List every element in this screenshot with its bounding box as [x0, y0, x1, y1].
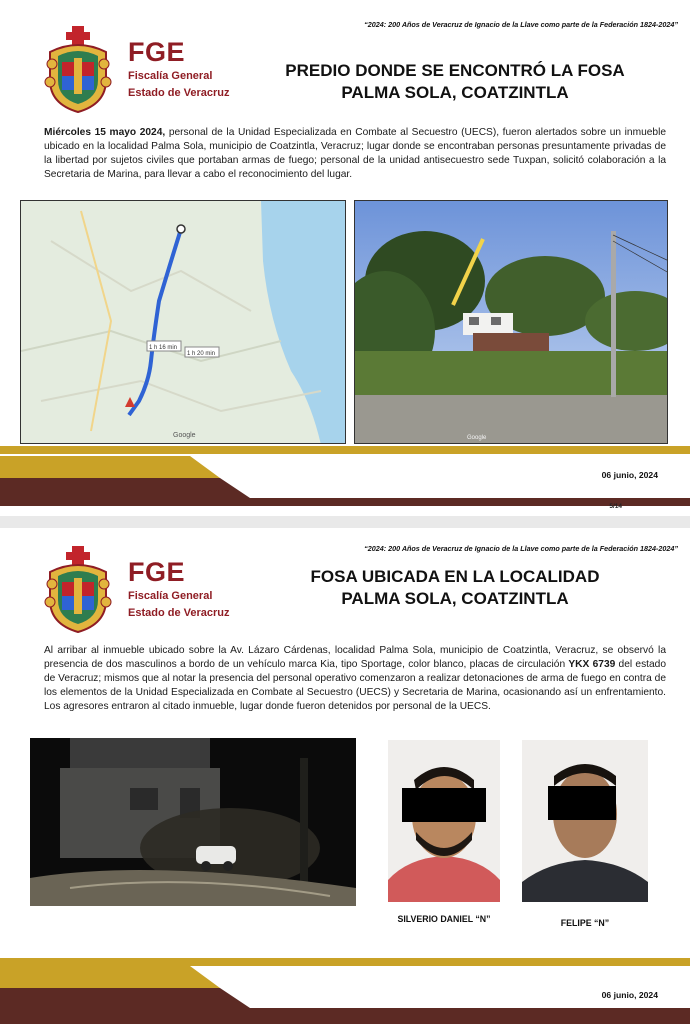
- title-line-1: FOSA UBICADA EN LA LOCALIDAD: [310, 567, 600, 586]
- event-date: Miércoles 15 mayo 2024,: [44, 127, 166, 138]
- event-description: [44, 644, 666, 714]
- commemorative-motto: “2024: 200 Años de Veracruz de Ignacio de la Llave como parte de la Federación 1824-2024”: [364, 544, 678, 553]
- property-photo: [354, 200, 668, 444]
- slide-title: [250, 566, 660, 610]
- night-scene-photo: [30, 738, 356, 906]
- logo-line-1: Fiscalía General: [128, 70, 213, 82]
- detainee-photo-1: [388, 740, 500, 902]
- logo-line-2: Estado de Veracruz: [128, 87, 230, 99]
- map-route-label-b: 1 h 20 min: [187, 351, 216, 357]
- page-number: 5/14: [609, 503, 622, 510]
- title-line-1: PREDIO DONDE SE ENCONTRÓ LA FOSA: [285, 61, 625, 80]
- slide-date: 06 junio, 2024: [601, 990, 658, 1000]
- map-route-label-a: 1 h 16 min: [149, 345, 178, 351]
- vehicle-plate: YKX 6739: [568, 659, 616, 670]
- title-line-2: PALMA SOLA, COATZINTLA: [341, 589, 569, 608]
- fge-logo: [40, 24, 230, 114]
- slide-date: 06 junio, 2024: [601, 470, 658, 480]
- footer-band: [0, 954, 690, 1024]
- coat-of-arms-icon: [40, 544, 116, 634]
- logo-acronym: FGE: [128, 37, 186, 67]
- event-text: personal de la Unidad Especializada en Combate al Secuestro (UECS), fueron alertados sobre un inmueble ubicado en la localidad Palma Sola, municipio de Coatzintla, Veracruz; lugar donde se encontraban personas presuntamente privadas de la libertad por sujetos civiles que portaban armas de fuego; personal de la unidad antisecuestro sede Tuxpan, solicitó colaboración a la Secretaria de Marina, para llevar a cabo el reconocimiento del lugar.: [44, 127, 666, 180]
- event-text-b: del estado de Veracruz; mismos que al notar la presencia del personal operativo comenzaron a realizar detonaciones de arma de fuego en contra de los elementos de la Unidad Especializada en Combate al Secuestro (UECS) y Secretaria de Marina, ocasionando así un enfrentamiento. Los agresores entraron al citado inmueble, lugar donde fueron detenidos por personal de la UECS.: [44, 659, 667, 712]
- logo-acronym: FGE: [128, 557, 186, 587]
- logo-line-2: Estado de Veracruz: [128, 607, 230, 619]
- detainee-name-1: SILVERIO DANIEL “N”: [397, 914, 491, 924]
- slide-title: [250, 60, 660, 104]
- fge-logo: [40, 544, 230, 634]
- detainee-name-2: FELIPE “N”: [560, 918, 610, 928]
- slide-2: [0, 528, 690, 1024]
- footer-band: [0, 446, 690, 516]
- coat-of-arms-icon: [40, 24, 116, 114]
- event-text-a: Al arribar al inmueble ubicado sobre la Av. Lázaro Cárdenas, localidad Palma Sola, municipio de Coatzintla, Veracruz, se observó la presencia de dos masculinos a bordo de un vehículo marca Kia, tipo Sportage, color blanco, placas de circulación: [44, 645, 666, 670]
- street-attribution: Google: [467, 435, 487, 441]
- title-line-2: PALMA SOLA, COATZINTLA: [341, 83, 569, 102]
- map-attribution: Google: [173, 432, 196, 439]
- route-map: [20, 200, 346, 444]
- event-description: [44, 126, 666, 182]
- logo-line-1: Fiscalía General: [128, 590, 213, 602]
- detainee-photo-2: [522, 740, 648, 902]
- commemorative-motto: “2024: 200 Años de Veracruz de Ignacio de la Llave como parte de la Federación 1824-2024”: [364, 20, 678, 29]
